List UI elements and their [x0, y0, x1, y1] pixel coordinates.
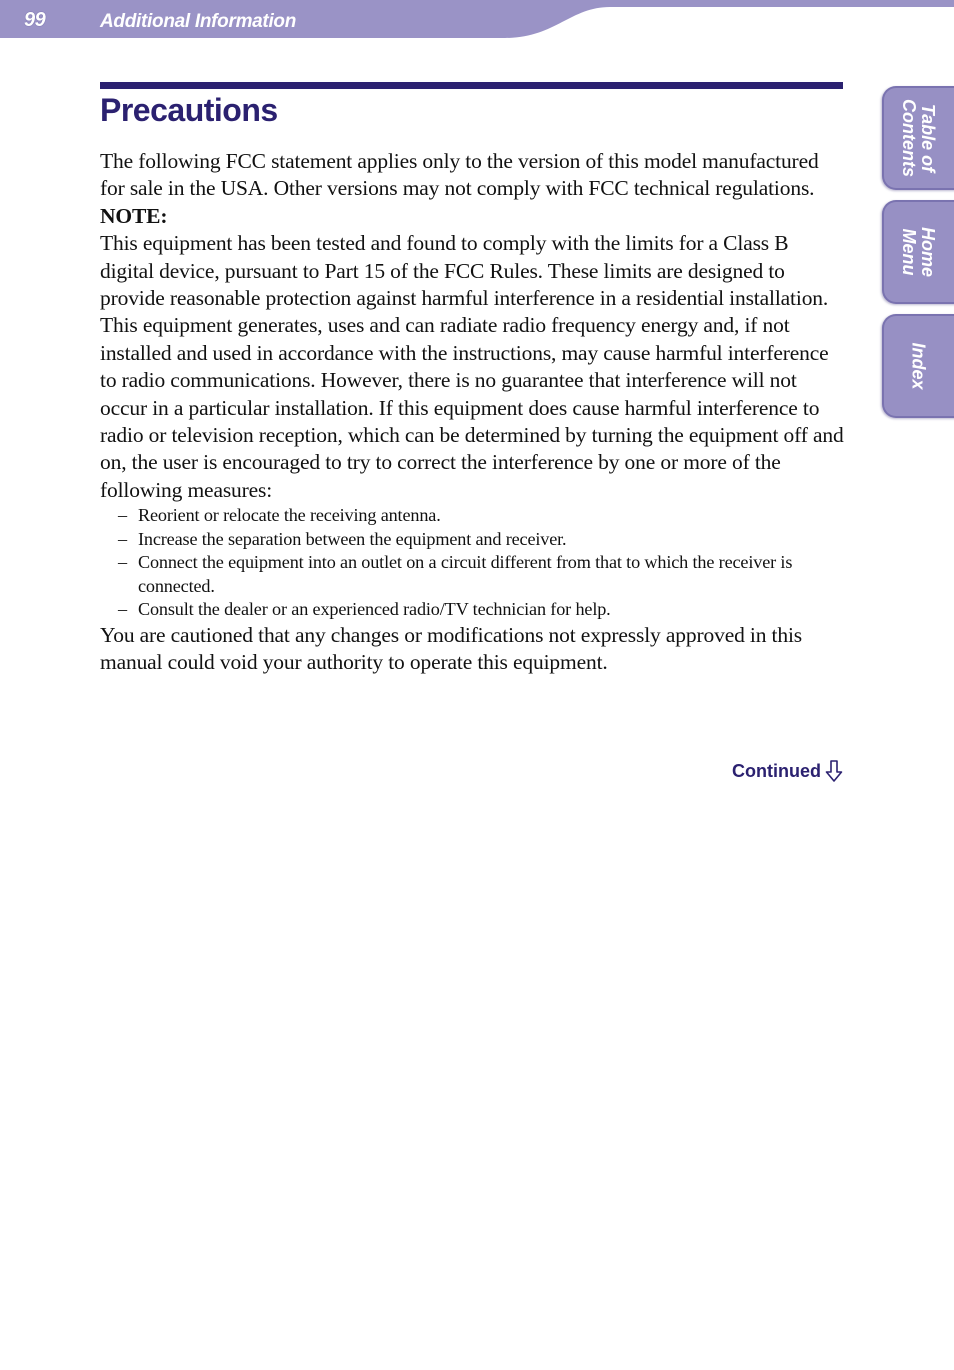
tab-label: Table of Contents [899, 99, 938, 177]
tab-index[interactable] [882, 314, 954, 418]
measures-list [100, 504, 845, 622]
tab-home-menu[interactable] [882, 200, 954, 304]
note-paragraph: This equipment has been tested and found to comply with the limits for a Class B digital device, pursuant to Part 15 of the FCC Rules. These limits are designed to provide reasonable protection against harmful interference in a residential installation. This equipment generates, uses and can radiate radio frequency energy and, if not installed and used in accordance with the instructions, may cause harmful interference to radio communications. However, there is no guarantee that interference will not occur in a particular installation. If this equipment does cause harmful interference to radio or television reception, which can be determined by turning the equipment off and on, the user is encouraged to try to correct the interference by one or more of the following measures: [100, 231, 844, 502]
tab-table-of-contents[interactable] [882, 86, 954, 190]
section-name: Additional Information [100, 11, 297, 32]
continued-indicator [732, 760, 843, 782]
intro-paragraph: The following FCC statement applies only to the version of this model manufactured for sale in the USA. Other versions may not comply with FCC technical regulations. [100, 149, 819, 201]
list-item: – Consult the dealer or an experienced radio/TV technician for help. [100, 598, 845, 622]
dash-bullet: – [118, 528, 127, 549]
page-number: 99 [24, 9, 46, 31]
continued-label: Continued [732, 760, 821, 781]
page-title: Precautions [100, 92, 278, 128]
tab-label: Index [908, 342, 929, 390]
down-arrow-icon [825, 760, 843, 782]
dash-bullet: – [118, 505, 127, 526]
note-label: NOTE: [100, 203, 168, 228]
list-item: – Connect the equipment into an outlet on a circuit different from that to which the receiver is connected. [118, 552, 793, 596]
list-item: – Increase the separation between the equipment and receiver. [100, 528, 845, 552]
tab-label: Home Menu [899, 226, 938, 277]
dash-bullet: – [118, 552, 127, 573]
list-item: – Reorient or relocate the receiving antenna. [100, 504, 845, 528]
dash-bullet: – [118, 599, 127, 620]
caution-paragraph: You are cautioned that any changes or modifications not expressly approved in this manual could void your authority to operate this equipment. [100, 622, 803, 675]
content-body [100, 148, 845, 677]
title-rule [100, 82, 843, 89]
